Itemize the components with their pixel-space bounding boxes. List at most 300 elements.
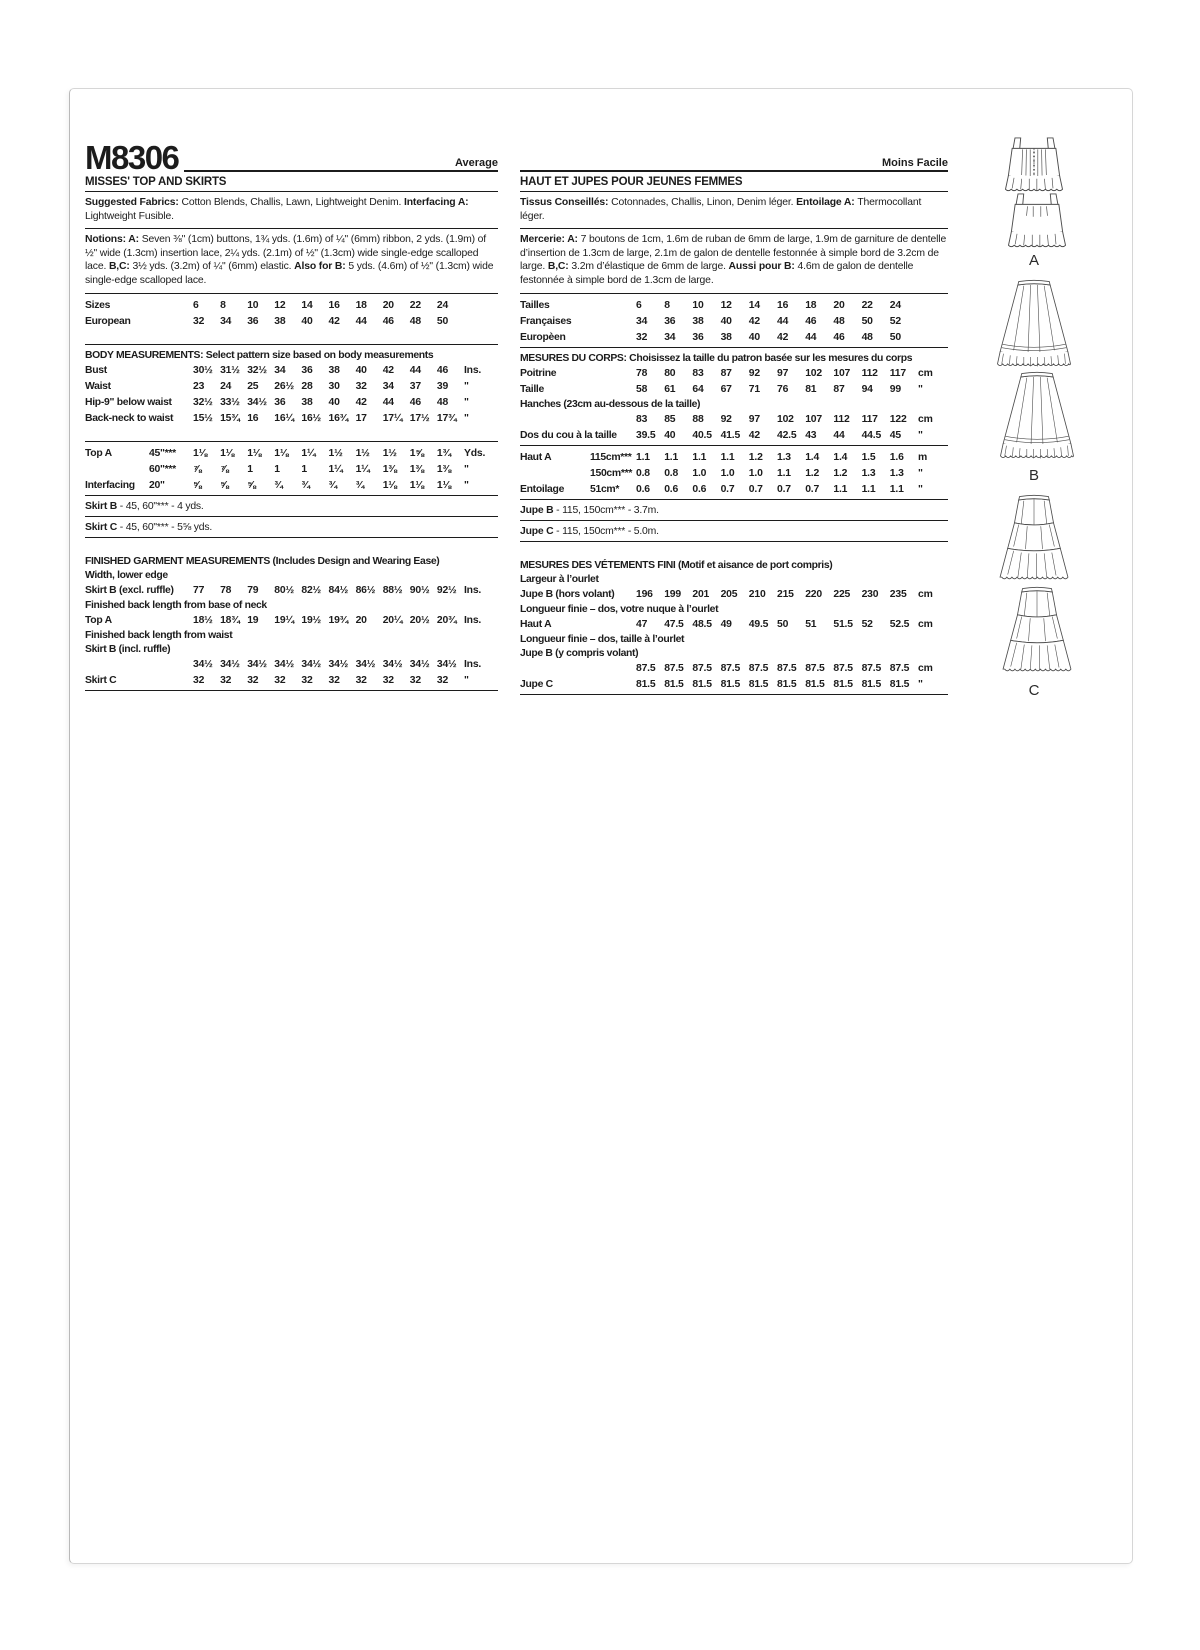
table-header: MESURES DU CORPS: Choisissez la taille du patron basée sur les mesures du corps bbox=[520, 352, 913, 364]
row-value: 42 bbox=[328, 315, 340, 327]
row-value: 51 bbox=[805, 618, 817, 630]
row-value: 26½ bbox=[274, 380, 294, 392]
text-segment: Seven ⅜" (1cm) buttons, 1¾ yds. (1.6m) of ¼" (6mm) ribbon, 2 yds. (1.9m) of ½" wide (1.3cm) insertion lace, 2¼ yds. (2.1m) of ½" (1.3cm) wide single-edge scalloped lace. bbox=[85, 234, 487, 272]
row-unit bbox=[464, 299, 498, 312]
table-gap bbox=[520, 545, 948, 558]
row-value: 34½ bbox=[301, 658, 322, 670]
table-row bbox=[520, 313, 948, 329]
row-sublabel bbox=[590, 618, 636, 631]
table-header: BODY MEASUREMENTS: Select pattern size based on body measurements bbox=[85, 349, 434, 361]
row-value: 17¾ bbox=[436, 412, 457, 424]
row-value: 37 bbox=[409, 380, 421, 392]
table-rule bbox=[85, 495, 498, 496]
table-header: Longueur finie – dos, votre nuque à l’ourlet bbox=[520, 603, 719, 615]
row-value: 0.7 bbox=[805, 483, 820, 495]
row-unit: Ins. bbox=[464, 614, 482, 626]
row-value: 50 bbox=[777, 618, 789, 630]
row-sublabel bbox=[149, 658, 193, 671]
row-value: 48 bbox=[833, 315, 845, 327]
row-value: 32 bbox=[193, 674, 205, 686]
row-value: 36 bbox=[664, 315, 676, 327]
row-value: 0.8 bbox=[636, 467, 650, 479]
row-value: 81.5 bbox=[664, 678, 684, 690]
row-sublabel: 150cm*** bbox=[590, 467, 633, 479]
row-sublabel bbox=[590, 299, 636, 312]
row-value: 199 bbox=[664, 588, 681, 600]
row-value: 97 bbox=[748, 413, 760, 425]
row-value: 87.5 bbox=[636, 662, 656, 674]
row-value: 80½ bbox=[274, 584, 294, 596]
row-value: 97 bbox=[777, 367, 789, 379]
row-value: 34 bbox=[220, 315, 232, 327]
row-value: 32½ bbox=[193, 396, 213, 408]
row-unit: " bbox=[464, 412, 469, 424]
row-value: 30 bbox=[328, 380, 340, 392]
row-unit: cm bbox=[918, 588, 933, 600]
row-value: 40 bbox=[355, 364, 367, 376]
row-value: 38 bbox=[328, 364, 340, 376]
row-value: ⅞ bbox=[193, 463, 202, 475]
row-value: 1.1 bbox=[861, 483, 876, 495]
row-value: 42 bbox=[748, 429, 760, 441]
row-value: 0.6 bbox=[664, 483, 679, 495]
row-value: 48.5 bbox=[692, 618, 712, 630]
text-segment: Lightweight Fusible. bbox=[85, 210, 174, 222]
table-row bbox=[520, 381, 948, 397]
row-sublabel: 60"*** bbox=[149, 463, 176, 475]
row-label: Top A bbox=[85, 447, 112, 459]
row-value: 1⅛ bbox=[193, 447, 208, 459]
row-value: 1.2 bbox=[805, 467, 820, 479]
row-value: 8 bbox=[220, 299, 226, 311]
row-value: 34½ bbox=[409, 658, 430, 670]
table-row bbox=[85, 297, 498, 313]
view-b-label: B bbox=[1028, 467, 1039, 484]
row-value: 44 bbox=[833, 429, 845, 441]
header-rule bbox=[184, 140, 498, 172]
row-value: 47 bbox=[636, 618, 648, 630]
row-value: 32 bbox=[409, 674, 421, 686]
row-label: Bust bbox=[85, 364, 107, 376]
row-value: 34½ bbox=[247, 658, 267, 670]
row-value: 18¾ bbox=[220, 614, 240, 626]
row-value: 34½ bbox=[328, 658, 349, 670]
text-segment: 4.6m de galon de dentelle festonnée à simple bord de 1.3cm de large. bbox=[520, 261, 914, 286]
row-value: 235 bbox=[889, 588, 907, 600]
row-value: 34½ bbox=[436, 658, 457, 670]
difficulty-label-french: Moins Facile bbox=[881, 157, 948, 169]
text-segment: Mercerie: A: bbox=[520, 234, 581, 245]
table-note bbox=[85, 520, 498, 535]
row-value: 46 bbox=[409, 396, 421, 408]
row-value: ⅝ bbox=[247, 479, 256, 491]
row-value: 87.5 bbox=[889, 662, 910, 674]
row-value: 40 bbox=[748, 331, 760, 343]
row-value: 18½ bbox=[193, 614, 213, 626]
row-value: 205 bbox=[720, 588, 738, 600]
row-label: European bbox=[85, 315, 131, 327]
row-unit: cm bbox=[918, 618, 933, 630]
table-rule bbox=[520, 293, 948, 294]
table-row bbox=[520, 465, 948, 481]
row-value: 1⅜ bbox=[382, 463, 397, 475]
row-value: 83 bbox=[692, 367, 704, 379]
row-value: 1⅛ bbox=[409, 479, 424, 491]
row-value: 12 bbox=[720, 299, 732, 311]
row-value: 1.0 bbox=[748, 467, 763, 479]
row-value: 32 bbox=[355, 674, 367, 686]
notions-paragraph bbox=[85, 229, 498, 291]
table-row bbox=[520, 586, 948, 602]
header-row-english bbox=[85, 139, 498, 176]
row-label bbox=[85, 658, 149, 671]
row-value: 1 bbox=[247, 463, 253, 475]
row-value: 36 bbox=[274, 396, 286, 408]
row-value: 51.5 bbox=[833, 618, 853, 630]
row-value: 44 bbox=[355, 315, 367, 327]
text-segment: Skirt B bbox=[85, 501, 118, 512]
row-value: 19½ bbox=[301, 614, 322, 626]
row-value: 24 bbox=[220, 380, 232, 392]
row-value: 32 bbox=[382, 674, 394, 686]
row-label: Françaises bbox=[520, 315, 572, 327]
table-header: MESURES DES VÉTEMENTS FINI (Motif et aisance de port compris) bbox=[520, 559, 833, 571]
row-value: 1⅜ bbox=[436, 463, 451, 475]
row-value: 32 bbox=[193, 315, 205, 327]
text-segment: Cotton Blends, Challis, Lawn, Lightweight Denim. bbox=[181, 197, 404, 208]
table-row bbox=[85, 394, 498, 410]
row-value: 80 bbox=[664, 367, 676, 379]
row-value: 50 bbox=[861, 315, 873, 327]
row-value: 42 bbox=[748, 315, 760, 327]
row-value: 1.3 bbox=[777, 451, 791, 463]
text-segment: Thermocollant léger. bbox=[520, 197, 922, 222]
row-value: ¾ bbox=[301, 479, 310, 491]
row-value: 81.5 bbox=[720, 678, 741, 690]
table-header: Jupe B (y compris volant) bbox=[520, 647, 639, 659]
row-label: Skirt B (excl. ruffle) bbox=[85, 584, 174, 596]
row-sublabel: 51cm* bbox=[590, 483, 620, 495]
text-segment: Suggested Fabrics: bbox=[85, 197, 182, 208]
row-value: 1.1 bbox=[833, 483, 848, 495]
row-value: 1.5 bbox=[861, 451, 876, 463]
table-row bbox=[85, 362, 498, 378]
row-value: 22 bbox=[409, 299, 421, 311]
row-value: 102 bbox=[805, 367, 822, 379]
pattern-number: M8306 bbox=[85, 139, 179, 176]
row-value: 44.5 bbox=[861, 429, 882, 441]
row-value: 99 bbox=[889, 383, 901, 395]
row-unit: " bbox=[918, 467, 923, 479]
row-value: 32 bbox=[274, 674, 286, 686]
row-unit: cm bbox=[918, 662, 933, 674]
row-value: 1¼ bbox=[355, 463, 370, 475]
row-value: 87.5 bbox=[748, 662, 769, 674]
row-sublabel bbox=[590, 429, 636, 442]
row-value: 32 bbox=[328, 674, 340, 686]
row-sublabel bbox=[590, 383, 636, 396]
row-sublabel bbox=[590, 662, 636, 675]
row-unit bbox=[464, 315, 498, 328]
row-value: 38 bbox=[692, 315, 704, 327]
row-value: 88 bbox=[692, 413, 704, 425]
row-label: Dos du cou à la taille bbox=[520, 429, 617, 441]
row-sublabel: 45"*** bbox=[149, 447, 176, 459]
row-value: 19¾ bbox=[328, 614, 349, 626]
row-label: Tailles bbox=[520, 299, 550, 311]
row-value: 85 bbox=[664, 413, 676, 425]
table-rule bbox=[520, 347, 948, 348]
top-a-front-illustration bbox=[996, 136, 1072, 195]
row-value: 92 bbox=[720, 413, 732, 425]
garment-title-french: HAUT ET JUPES POUR JEUNES FEMMES bbox=[520, 172, 948, 192]
row-value: 19 bbox=[247, 614, 259, 626]
row-value: 34½ bbox=[274, 658, 294, 670]
row-value: 82½ bbox=[301, 584, 322, 596]
row-value: 81.5 bbox=[777, 678, 797, 690]
table-header: Skirt B (incl. ruffle) bbox=[85, 643, 171, 655]
text-segment: B,C: bbox=[108, 261, 133, 272]
row-label: Hip-9" below waist bbox=[85, 396, 172, 408]
table-header: Finished back length from base of neck bbox=[85, 599, 267, 611]
row-value: 42.5 bbox=[777, 429, 797, 441]
row-label: Skirt C bbox=[85, 674, 117, 686]
row-value: 210 bbox=[748, 588, 766, 600]
row-value: 34 bbox=[636, 315, 648, 327]
row-label: Taille bbox=[520, 383, 544, 395]
row-value: ⅝ bbox=[193, 479, 202, 491]
row-label: Interfacing bbox=[85, 479, 135, 491]
row-value: 102 bbox=[777, 413, 794, 425]
table-row bbox=[85, 378, 498, 394]
row-value: 87.5 bbox=[861, 662, 882, 674]
row-label: Jupe C bbox=[520, 678, 553, 690]
row-label: Sizes bbox=[85, 299, 111, 311]
row-value: 23 bbox=[193, 380, 205, 392]
row-value: 32 bbox=[436, 674, 449, 686]
text-segment: Notions: A: bbox=[85, 234, 142, 245]
row-unit bbox=[918, 331, 948, 344]
table-header: Finished back length from waist bbox=[85, 629, 233, 641]
row-value: 61 bbox=[664, 383, 676, 395]
row-value: 34½ bbox=[247, 396, 267, 408]
skirt-b-front-illustration bbox=[993, 279, 1075, 374]
row-unit: Ins. bbox=[464, 584, 482, 596]
row-value: 78 bbox=[636, 367, 648, 379]
table-gap bbox=[85, 426, 498, 439]
row-value: 117 bbox=[889, 367, 906, 379]
row-value: 112 bbox=[833, 413, 850, 425]
row-unit: cm bbox=[918, 413, 933, 425]
table-row bbox=[85, 582, 498, 598]
row-value: 215 bbox=[777, 588, 794, 600]
row-value: 52.5 bbox=[889, 618, 910, 630]
row-value: 16 bbox=[247, 412, 259, 424]
text-segment: Entoilage A: bbox=[796, 197, 858, 208]
row-label: Europèen bbox=[520, 331, 566, 343]
row-value: 18 bbox=[355, 299, 367, 311]
row-value: 24 bbox=[436, 299, 449, 311]
suggested-fabrics-paragraph bbox=[85, 192, 498, 229]
row-value: 48 bbox=[409, 315, 421, 327]
table-rule bbox=[85, 516, 498, 517]
row-value: 34½ bbox=[220, 658, 240, 670]
row-value: 38 bbox=[720, 331, 732, 343]
table-row bbox=[520, 660, 948, 676]
row-sublabel: 115cm*** bbox=[590, 451, 632, 463]
row-value: 1 bbox=[274, 463, 280, 475]
row-value: 48 bbox=[436, 396, 449, 408]
row-value: 22 bbox=[861, 299, 873, 311]
row-unit: " bbox=[918, 383, 923, 395]
row-value: 34 bbox=[274, 364, 286, 376]
row-value: 17½ bbox=[409, 412, 430, 424]
row-value: 32 bbox=[247, 674, 259, 686]
table-row bbox=[520, 297, 948, 313]
row-value: ¾ bbox=[355, 479, 365, 491]
row-label bbox=[520, 413, 590, 426]
row-value: 1.2 bbox=[833, 467, 848, 479]
row-value: 76 bbox=[777, 383, 789, 395]
row-sublabel bbox=[590, 413, 636, 426]
row-label bbox=[85, 463, 149, 476]
row-sublabel bbox=[149, 299, 193, 312]
row-value: 20 bbox=[833, 299, 845, 311]
row-value: 20 bbox=[382, 299, 394, 311]
text-segment: Skirt C bbox=[85, 522, 118, 533]
row-value: 81.5 bbox=[833, 678, 853, 690]
table-rule bbox=[85, 441, 498, 442]
text-segment: Interfacing A: bbox=[404, 197, 469, 208]
row-value: 107 bbox=[833, 367, 851, 379]
row-value: 58 bbox=[636, 383, 648, 395]
row-value: 1.1 bbox=[636, 451, 650, 463]
row-value: 1.0 bbox=[720, 467, 735, 479]
row-unit: " bbox=[918, 678, 923, 690]
row-value: 1.3 bbox=[889, 467, 904, 479]
row-value: 87.5 bbox=[720, 662, 741, 674]
table-row bbox=[85, 672, 498, 688]
row-unit: " bbox=[464, 479, 469, 491]
row-value: 87.5 bbox=[833, 662, 853, 674]
row-value: 1⅛ bbox=[247, 447, 262, 459]
skirt-c-front-illustration bbox=[993, 494, 1075, 589]
row-value: 1.1 bbox=[777, 467, 791, 479]
text-segment: Cotonnades, Challis, Linon, Denim léger. bbox=[611, 197, 797, 208]
row-value: 34½ bbox=[193, 658, 213, 670]
row-sublabel bbox=[590, 678, 636, 691]
row-value: 81.5 bbox=[861, 678, 882, 690]
row-value: 30½ bbox=[193, 364, 213, 376]
row-value: 40 bbox=[301, 315, 313, 327]
row-label: Back-neck to waist bbox=[85, 412, 174, 424]
row-value: 28 bbox=[301, 380, 313, 392]
row-value: 34½ bbox=[382, 658, 403, 670]
table-row bbox=[85, 410, 498, 426]
text-segment: - 115, 150cm*** - 3.7m. bbox=[553, 505, 659, 516]
table-header: Hanches (23cm au-dessous de la taille) bbox=[520, 398, 701, 410]
row-value: 6 bbox=[193, 299, 199, 311]
row-value: 1½ bbox=[328, 447, 343, 459]
row-value: 0.7 bbox=[777, 483, 791, 495]
row-value: 20¾ bbox=[436, 614, 457, 626]
text-segment: Jupe C bbox=[520, 526, 554, 537]
row-value: 16 bbox=[777, 299, 789, 311]
row-value: 1.1 bbox=[664, 451, 679, 463]
row-value: 40 bbox=[664, 429, 676, 441]
row-value: 8 bbox=[664, 299, 670, 311]
row-unit: " bbox=[464, 396, 469, 408]
row-value: 220 bbox=[805, 588, 822, 600]
measurement-table-french bbox=[520, 293, 948, 695]
text-segment: Jupe B bbox=[520, 505, 554, 516]
row-value: 1⅛ bbox=[436, 479, 451, 491]
row-label: Haut A bbox=[520, 451, 552, 463]
text-segment: 3.2m d’élastique de 6mm de large. bbox=[571, 261, 729, 272]
row-sublabel bbox=[149, 614, 193, 627]
row-value: 34 bbox=[664, 331, 676, 343]
row-value: 225 bbox=[833, 588, 851, 600]
row-value: 25 bbox=[247, 380, 259, 392]
row-value: 1⅛ bbox=[382, 479, 397, 491]
row-value: 16¼ bbox=[274, 412, 294, 424]
row-value: 15½ bbox=[193, 412, 213, 424]
row-value: 0.8 bbox=[664, 467, 679, 479]
row-value: 92½ bbox=[436, 584, 457, 596]
row-sublabel bbox=[149, 380, 193, 393]
text-segment: 5 yds. (4.6m) of ½" (1.3cm) wide single-edge scalloped lace. bbox=[85, 261, 494, 286]
text-segment: - 45, 60"*** - 5⅝ yds. bbox=[117, 522, 213, 533]
row-value: 50 bbox=[889, 331, 901, 343]
row-value: 20 bbox=[355, 614, 367, 626]
row-value: 49 bbox=[720, 618, 732, 630]
row-value: 117 bbox=[861, 413, 878, 425]
row-value: 6 bbox=[636, 299, 642, 311]
table-rule bbox=[520, 445, 948, 446]
row-value: 1.1 bbox=[720, 451, 735, 463]
row-sublabel bbox=[590, 315, 636, 328]
row-value: 45 bbox=[889, 429, 901, 441]
row-unit: Ins. bbox=[464, 658, 482, 670]
row-value: 36 bbox=[692, 331, 704, 343]
row-value: 47.5 bbox=[664, 618, 684, 630]
row-value: 36 bbox=[301, 364, 313, 376]
row-sublabel bbox=[149, 412, 193, 425]
row-value: 42 bbox=[382, 364, 394, 376]
row-value: 1½ bbox=[355, 447, 370, 459]
table-header: Longueur finie – dos, taille à l’ourlet bbox=[520, 633, 685, 645]
measurement-table-english bbox=[85, 293, 498, 691]
row-value: 20½ bbox=[409, 614, 430, 626]
row-value: 41.5 bbox=[720, 429, 741, 441]
row-value: 71 bbox=[748, 383, 760, 395]
row-value: 32 bbox=[636, 331, 648, 343]
row-value: 10 bbox=[692, 299, 704, 311]
row-value: 46 bbox=[436, 364, 449, 376]
row-sublabel bbox=[149, 584, 193, 597]
row-value: 1¼ bbox=[328, 463, 343, 475]
row-value: 19¼ bbox=[274, 614, 294, 626]
row-value: 43 bbox=[805, 429, 817, 441]
row-value: 14 bbox=[748, 299, 760, 311]
row-sublabel bbox=[149, 364, 193, 377]
row-label: Haut A bbox=[520, 618, 552, 630]
row-value: 1.2 bbox=[748, 451, 763, 463]
garment-illustrations bbox=[986, 136, 1082, 709]
table-row bbox=[85, 612, 498, 628]
table-header: Width, lower edge bbox=[85, 569, 168, 581]
row-value: 46 bbox=[382, 315, 394, 327]
